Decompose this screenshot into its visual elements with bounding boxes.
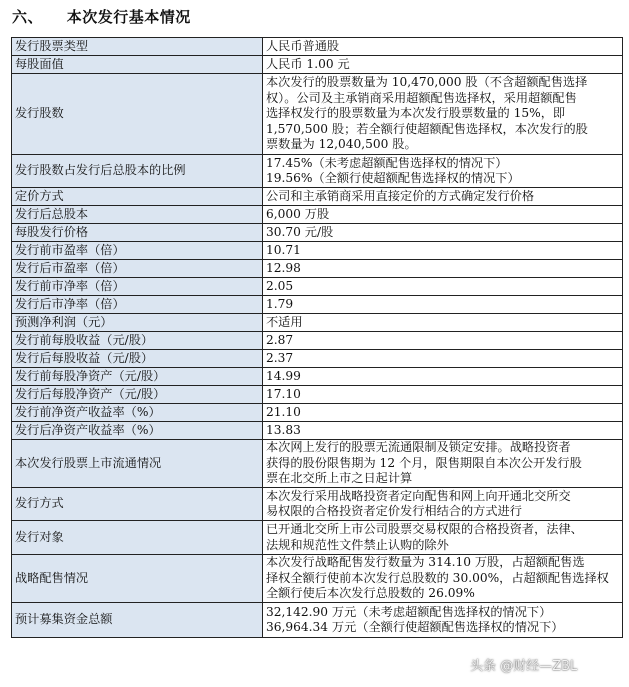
row-label: 发行股票类型 — [12, 38, 263, 56]
row-label: 预计募集资金总额 — [12, 603, 263, 638]
row-value — [263, 488, 623, 521]
section-heading — [12, 6, 191, 27]
row-value — [263, 314, 623, 332]
row-label: 发行前市净率（倍） — [12, 278, 263, 296]
value-line: 易权限的合格投资者定价发行相结合的方式进行 — [266, 504, 522, 518]
value-line: 2.05 — [266, 278, 294, 293]
table-row — [12, 314, 623, 332]
value-line: 法规和规范性文件禁止认购的除外 — [266, 537, 449, 552]
value-line: 14.99 — [266, 368, 301, 383]
row-value — [263, 521, 623, 555]
value-line: 选择权发行的股票数量为本次发行股票数量的 15%，即 — [266, 106, 566, 121]
row-value — [263, 278, 623, 296]
value-line: 1,570,500 股；若全额行使超额配售选择权，本次发行的股 — [266, 121, 588, 136]
section-number: 六、 — [12, 8, 44, 26]
table-row — [12, 296, 623, 314]
value-line: 6,000 万股 — [266, 206, 330, 221]
value-line: 票在北交所上市之日起计算 — [266, 471, 413, 486]
row-value — [263, 368, 623, 386]
row-value — [263, 332, 623, 350]
row-value — [263, 404, 623, 422]
row-label: 战略配售情况 — [12, 555, 263, 603]
value-line: 17.10 — [266, 386, 301, 401]
watermark: 头条 @财经—ZBL — [470, 659, 578, 674]
row-label: 每股发行价格 — [12, 224, 263, 242]
table-row — [12, 521, 623, 555]
table-row — [12, 242, 623, 260]
row-label: 发行前每股净资产（元/股） — [12, 368, 263, 386]
table-row — [12, 38, 623, 56]
row-value — [263, 386, 623, 404]
table-row — [12, 188, 623, 206]
table-row — [12, 386, 623, 404]
value-line: 30.70 元/股 — [266, 224, 334, 239]
row-value — [263, 260, 623, 278]
table-row — [12, 488, 623, 521]
table-row — [12, 74, 623, 155]
value-line: 已开通北交所上市公司股票交易权限的合格投资者，法律、 — [266, 522, 583, 537]
table-row — [12, 56, 623, 74]
table-body — [12, 38, 623, 638]
value-line: 17.45%（未考虑超额配售选择权的情况下） — [266, 155, 508, 170]
table-row — [12, 555, 623, 603]
row-value — [263, 56, 623, 74]
table-row — [12, 603, 623, 638]
value-line: 19.56%（全额行使超额配售选择权的情况下） — [266, 171, 520, 185]
value-line: 1.79 — [266, 296, 294, 311]
table-row — [12, 332, 623, 350]
table-row — [12, 155, 623, 188]
table-row — [12, 260, 623, 278]
value-line: 2.87 — [266, 332, 294, 347]
row-value — [263, 242, 623, 260]
table-row — [12, 278, 623, 296]
table-row — [12, 422, 623, 440]
value-line: 12.98 — [266, 260, 301, 275]
value-line: 权）。公司及主承销商采用超额配售选择权，采用超额配售 — [266, 90, 577, 105]
row-value — [263, 440, 623, 488]
row-value — [263, 350, 623, 368]
row-label: 发行后每股收益（元/股） — [12, 350, 263, 368]
row-value — [263, 603, 623, 638]
value-line: 32,142.90 万元（未考虑超额配售选择权的情况下） — [266, 604, 552, 619]
row-label: 定价方式 — [12, 188, 263, 206]
row-label: 发行前净资产收益率（%） — [12, 404, 263, 422]
value-line: 13.83 — [266, 422, 301, 437]
value-line: 本次发行的股票数量为 10,470,000 股（不含超额配售选择 — [266, 75, 588, 90]
row-label: 发行股数 — [12, 74, 263, 155]
table-row — [12, 404, 623, 422]
value-line: 10.71 — [266, 242, 301, 257]
value-line: 本次发行战略配售发行数量为 314.10 万股，占超额配售选 — [266, 555, 585, 570]
value-line: 本次网上发行的股票无流通限制及锁定安排。战略投资者 — [266, 440, 571, 455]
table-row — [12, 440, 623, 488]
value-line: 36,964.34 万元（全额行使超额配售选择权的情况下） — [266, 620, 564, 634]
table-row — [12, 350, 623, 368]
value-line: 不适用 — [266, 314, 303, 329]
issuance-info-table — [11, 37, 623, 638]
row-value — [263, 555, 623, 603]
value-line: 全额行使后本次发行总股数的 26.09% — [266, 586, 475, 601]
table-row — [12, 206, 623, 224]
row-label: 发行后每股净资产（元/股） — [12, 386, 263, 404]
row-label: 发行后净资产收益率（%） — [12, 422, 263, 440]
value-line: 择权全额行使前本次发行总股数的 30.00%，占超额配售选择权 — [266, 570, 609, 585]
row-label: 预测净利润（元） — [12, 314, 263, 332]
row-label: 每股面值 — [12, 56, 263, 74]
row-label: 发行前每股收益（元/股） — [12, 332, 263, 350]
row-label: 发行后市盈率（倍） — [12, 260, 263, 278]
table-row — [12, 368, 623, 386]
row-value — [263, 155, 623, 188]
row-label: 发行后市净率（倍） — [12, 296, 263, 314]
value-line: 2.37 — [266, 350, 294, 365]
row-value — [263, 74, 623, 155]
row-label: 本次发行股票上市流通情况 — [12, 440, 263, 488]
row-value — [263, 206, 623, 224]
value-line: 公司和主承销商采用直接定价的方式确定发行价格 — [266, 188, 535, 203]
value-line: 人民币 1.00 元 — [266, 56, 350, 71]
row-value — [263, 188, 623, 206]
row-label: 发行后总股本 — [12, 206, 263, 224]
row-value — [263, 422, 623, 440]
value-line: 本次发行采用战略投资者定向配售和网上向开通北交所交 — [266, 488, 571, 503]
row-label: 发行方式 — [12, 488, 263, 521]
value-line: 获得的股份限售期为 12 个月，限售期限自本次公开发行股 — [266, 455, 582, 470]
row-label: 发行股数占发行后总股本的比例 — [12, 155, 263, 188]
section-title: 本次发行基本情况 — [66, 8, 191, 26]
row-value — [263, 38, 623, 56]
row-label: 发行对象 — [12, 521, 263, 555]
row-value — [263, 224, 623, 242]
table-row — [12, 224, 623, 242]
value-line: 票数量为 12,040,500 股。 — [266, 137, 417, 152]
value-line: 21.10 — [266, 404, 301, 419]
value-line: 人民币普通股 — [266, 38, 340, 53]
row-value — [263, 296, 623, 314]
row-label: 发行前市盈率（倍） — [12, 242, 263, 260]
